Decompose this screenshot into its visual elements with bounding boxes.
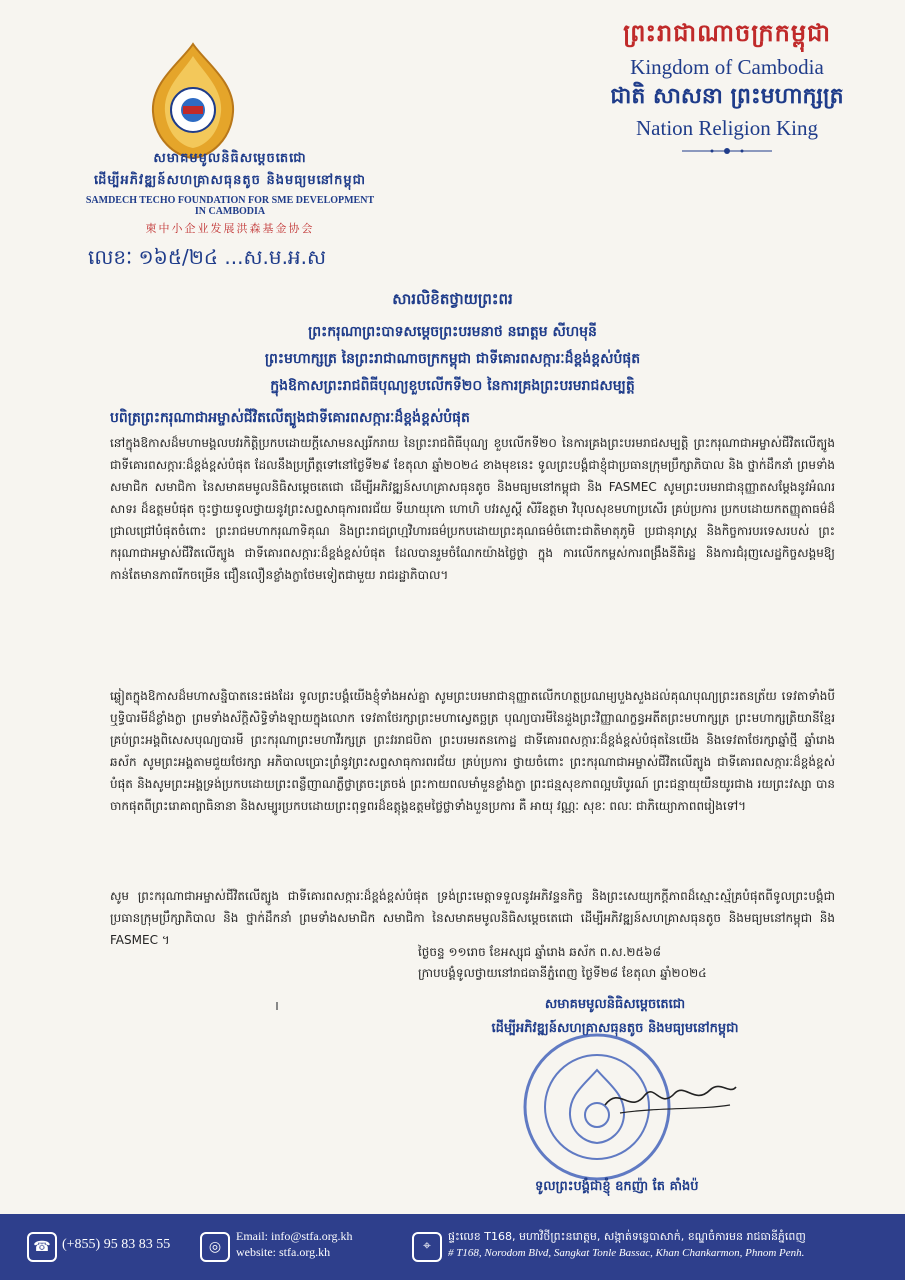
footer-email[interactable]: Email: info@stfa.org.kh	[236, 1229, 353, 1243]
kingdom-name-km: ព្រះរាជាណាចក្រកម្ពុជា	[623, 18, 831, 47]
letter-title: សារលិខិតថ្វាយព្រះពរ	[392, 290, 513, 308]
location-pin-icon: ⌖	[412, 1232, 442, 1262]
organization-block	[80, 150, 380, 236]
sign-org-line2: ដើម្បីអភិវឌ្ឍន៍សហគ្រាសធុនតូច និងមធ្យមនៅកម្ពុជា	[491, 1021, 739, 1036]
phone-icon: ☎	[27, 1232, 57, 1262]
paragraph-3: សូម ព្រះករុណាជាអម្ចាស់ជីវិតលើត្បូង ជាទីគោរពសក្ការៈដ៏ខ្ពង់ខ្ពស់បំផុត ទ្រង់ព្រះមេត្តាទទួលនូវអភិវន្ទនកិច្ច និងព្រះសេយ្យកក្តីភាពដ៏ស្មោះស្ម័គ្របំផុតពីទូលព្រះបង្គំជាប្រធានក្រុមប្រឹក្សាភិបាល និង ថ្នាក់ដឹកនាំ ព្រមទាំងសមាជិក សមាជិកា នៃសមាគមមូលនិធិសម្តេចតេជោ ដើម្បីអភិវឌ្ឍន៍សហគ្រាសធុនតូច និងមធ្យមនៅកម្ពុជា និង FASMEC ។	[110, 889, 835, 947]
date-block	[418, 942, 838, 984]
footer-address-km: ផ្ទះលេខ T168, មហាវិថីព្រះនរោត្តម, សង្កាត់ទន្លេបាសាក់, ខណ្ឌចំការមន រាជធានីភ្នំពេញ	[448, 1230, 806, 1243]
ornament-icon	[682, 146, 772, 156]
title-line-4: ក្នុងឱកាសព្រះរាជពិធីបុណ្យខួបលើកទី២០ នៃការគ្រងព្រះបរមរាជសម្បត្តិ	[270, 378, 635, 394]
salutation: បពិត្រព្រះករុណាជាអម្ចាស់ជីវិតលើត្បូងជាទីគោរពសក្ការៈដ៏ខ្ពង់ខ្ពស់បំផុត	[110, 410, 470, 426]
lunar-date: ថ្ងៃចន្ទ ១១រោច ខែអស្សុជ ឆ្នាំរោង ឆស័ក ព.ស.២៥៦៨	[418, 945, 661, 959]
title-line-2: ព្រះករុណាព្រះបាទសម្តេចព្រះបរមនាថ នរោត្តម សីហមុនី	[308, 324, 597, 340]
letter-titles	[130, 290, 775, 403]
motto-km: ជាតិ សាសនា ព្រះមហាក្សត្រ	[610, 83, 844, 109]
org-name-en: SAMDECH TECHO FOUNDATION FOR SME DEVELOPMENT IN CAMBODIA	[85, 195, 375, 217]
footer-website[interactable]: website: stfa.org.kh	[236, 1245, 331, 1259]
signature-icon	[600, 1065, 740, 1125]
title-line-3: ព្រះមហាក្សត្រ នៃព្រះរាជាណាចក្រកម្ពុជា ជាទីគោរពសក្ការៈដ៏ខ្ពង់ខ្ពស់បំផុត	[264, 351, 641, 367]
foundation-logo-icon	[143, 42, 243, 160]
globe-icon: ◎	[200, 1232, 230, 1262]
sign-org-line1: សមាគមមូលនិធិសម្តេចតេជោ	[544, 997, 686, 1012]
org-name-km: សមាគមមូលនិធិសម្តេចតេជោ	[153, 151, 307, 166]
signer-name: ទូលព្រះបង្គំជាខ្ញុំ ឧកញ៉ា តែ គាំងប៉	[535, 1179, 699, 1194]
paragraph-2: ឆ្លៀតក្នុងឱកាសដ៏មហាសន្និបាតនេះផងដែរ ទូលព្រះបង្គំយើងខ្ញុំទាំងអស់គ្នា សូមព្រះបរមរាជានុញ្ញាតលើកហត្ថប្រណម្យបួងសួងដល់គុណបុណ្យព្រះរតនត្រ័យ ទេវតាទាំងបី ឬទ្ធិបារមីដ៏ខ្លាំងក្លា ព្រមទាំងស័ក្តិសិទ្ធិទាំងឡាយក្នុងលោក ទេវតាថែរក្សាព្រះមហាស្វេតច្ឆត្រ បុណ្យបារមីនៃដួងព្រះវិញ្ញាណក្ខន្ធអតីតព្រះមហាក្សត្រ ព្រះមហាក្សត្រិយានីខ្មែរគ្រប់ព្រះអង្គពិសេសបុណ្យបារមី ព្រះករុណាព្រះមហាវីរក្សត្រ ព្រះវររាជបិតា ព្រះបរមរតនកោដ្ឋ ជាទីគោរពសក្ការៈដ៏ខ្ពង់ខ្ពស់បំផុតនៃយើង និងទេវតាថែរក្សាឆ្នាំថ្មី ឆ្នាំរោង ឆស័ក សូមព្រះអង្គតាមជួយថែរក្សា អភិបាលប្រោះព្រំនូវព្រះសព្ទសាធុការពរជ័យ គ្រប់ប្រការ ថ្វាយចំពោះ ព្រះករុណាជាអម្ចាស់ជីវិតលើត្បូង ជាទីគោរពសក្ការៈដ៏ខ្ពង់ខ្ពស់បំផុត និងសូមព្រះអង្គទ្រង់ប្រកបដោយព្រះពន្លឺញាណភ្លឺថ្លាត្រចះត្រចង់ ព្រះកាយពលមាំមួនខ្លាំងក្លា ព្រះជន្មសុខភាពល្អបរិបូរណ៍ ព្រះជន្មាយុយឺនយូរជាង រយព្រះវស្សា បានចាកផុតពីព្រះរោគាព្យាធិនានា និងសម្បូរប្រកបដោយព្រះពុទ្ធពរដ៏ឧត្តុង្គឧត្តមថ្លៃថ្លាទាំងបួនប្រការ គឺ អាយុ វណ្ណៈ សុខៈ ពលៈ ជាភិយ្យោភាពពរៀងទៅ។	[110, 689, 835, 813]
place-date: ក្រាបបង្គំទូលថ្វាយនៅរាជធានីភ្នំពេញ ថ្ងៃទី២៨ ខែតុលា ឆ្នាំ២០២៤	[418, 966, 707, 980]
footer-phone[interactable]: (+855) 95 83 83 55	[62, 1237, 171, 1252]
org-name-km-sub: ដើម្បីអភិវឌ្ឍន៍សហគ្រាសធុនតូច និងមធ្យមនៅកម្ពុជា	[94, 173, 366, 188]
footer-contact	[236, 1228, 352, 1260]
page-mark	[276, 1002, 278, 1010]
footer-bar	[0, 1214, 905, 1280]
footer-address-en: # T168, Norodom Blvd, Sangkat Tonle Bassac, Khan Chankarmon, Phnom Penh.	[448, 1247, 805, 1259]
reference-number: លេខៈ ១៦៥/២៤ ...ស.ម.អ.ស	[88, 245, 327, 269]
footer-address	[448, 1228, 806, 1262]
kingdom-name-en: Kingdom of Cambodia	[630, 55, 824, 79]
org-name-zh: 柬中小企业发展洪森基金协会	[145, 222, 315, 235]
kingdom-header	[587, 18, 867, 160]
motto-en: Nation Religion King	[636, 116, 818, 140]
paragraph-1: នៅក្នុងឱកាសដ៏មហាមង្គលបវរកិត្តិប្រកបដោយក្តីសោមនស្សរីករាយ នៃព្រះរាជពិធីបុណ្យ ខួបលើកទី២០ នៃការគ្រងព្រះបរមរាជសម្បត្តិ ព្រះករុណាជាអម្ចាស់ជីវិតលើត្បូង ជាទីគោរពសក្ការៈដ៏ខ្ពង់ខ្ពស់បំផុត ដែលនឹងប្រព្រឹត្តទៅនៅថ្ងៃទី២៩ ខែតុលា ឆ្នាំ២០២៤ ខាងមុខនេះ ទូលព្រះបង្គំជាខ្ញុំជាប្រធានក្រុមប្រឹក្សាភិបាល និង ថ្នាក់ដឹកនាំ ព្រមទាំងសមាជិក សមាជិកា នៃសមាគមមូលនិធិសម្តេចតេជោ ដើម្បីអភិវឌ្ឍន៍សហគ្រាសធុនតូច និងមធ្យមនៅកម្ពុជា និង FASMEC សូមព្រះបរមរាជានុញ្ញាតសម្តែងនូវអំណរសាទរ ដ៏ឧត្តមបំផុត ចុះថ្វាយទូលថ្វាយនូវព្រះសព្ទសាធុការពរជ័យ ទីឃាយុកោ ហោហិ បវរសួស្តី សិរីឧត្តមា វិបុលសុខមហាប្រសើរ គ្រប់ប្រការ ប្រកបដោយកតញ្ញុតាធម៌ដ៏ជ្រាលជ្រៅបំផុតចំពោះ ព្រះរាជមហាករុណាទិគុណ និងព្រះរាជព្រហ្មវិហារធម៌ប្រកបដោយព្រះគុណធម៌ចំពោះជាតិមាតុភូមិ ប្រជានុរាស្ត្រ និងកិច្ចការបរទេសរបស់ ព្រះករុណាជាអម្ចាស់ជីវិតលើត្បូង ជាទីគោរពសក្ការៈដ៏ខ្ពង់ខ្ពស់បំផុត ដែលបានរួមចំណែកយ៉ាងថ្លៃថ្លា ក្នុង ការលើកកម្ពស់ការពង្រឹងនីតិរដ្ឋ និងការជំរុញសេដ្ឋកិច្ចសង្គមឱ្យកាន់តែមានភាពរីកចម្រើន ជឿនលឿនខ្លាំងក្លាថែមទៀតជាមួយ រាជរដ្ឋាភិបាល។	[110, 436, 835, 582]
